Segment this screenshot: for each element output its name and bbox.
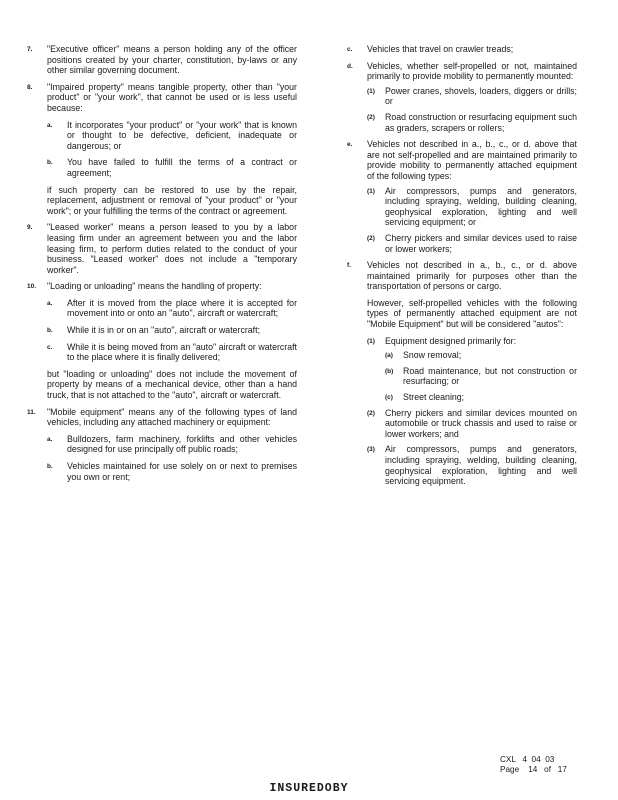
clause-number: (1) <box>367 187 375 195</box>
subitem-b <box>47 461 297 482</box>
clause-text: Air compressors, pumps and generators, including spraying, welding, building cleaning, geophysical exploration, lighting and well servicing equipment. <box>385 444 577 487</box>
subitem-letter: b. <box>47 463 53 470</box>
clause-2 <box>367 408 577 440</box>
definition-10 <box>27 281 297 400</box>
subclause-text: Snow removal; <box>403 350 462 361</box>
definition-text: "Loading or unloading" means the handling of property: <box>47 281 262 292</box>
clause-text: Power cranes, shovels, loaders, diggers or drills; or <box>385 85 577 107</box>
clause-number: (2) <box>367 234 375 242</box>
form-number: CXL 4 04 03 <box>500 755 555 764</box>
subitem-a <box>47 434 297 455</box>
item-number: 7. <box>27 46 33 53</box>
subitem-letter: c. <box>347 46 353 53</box>
subclause-letter: (b) <box>385 367 394 375</box>
definition-8 <box>27 82 297 217</box>
subitem-e <box>347 139 577 254</box>
subitem-text: Vehicles not described in a., b., c., or d. above maintained primarily for purposes other than the transportation of persons or cargo. <box>367 260 577 292</box>
clause-text: Cherry pickers and similar devices mounted on automobile or truck chassis and used to raise or lower workers; and <box>385 407 577 439</box>
subitem-c <box>47 342 297 363</box>
definition-7 <box>27 44 297 76</box>
clause-1 <box>367 86 577 107</box>
subitem-letter: d. <box>347 62 353 70</box>
subitem-letter: e. <box>347 141 353 149</box>
subitem-text: Vehicles, whether self-propelled or not, maintained primarily to provide mobility to permanently mounted: <box>367 60 577 82</box>
subitem-letter: b. <box>47 159 53 167</box>
clause-number: (2) <box>367 113 375 121</box>
subitem-text: Vehicles maintained for use solely on or next to premises you own or rent; <box>67 461 297 482</box>
subclause-a <box>385 350 577 361</box>
subitem-letter: a. <box>47 299 53 307</box>
subitem-text: While it is in or on an "auto", aircraft or watercraft; <box>67 325 261 336</box>
clause-2 <box>367 233 577 254</box>
item-number: 11. <box>27 408 36 416</box>
subclause-b <box>385 366 577 387</box>
clause-number: (3) <box>367 446 375 454</box>
page-footer <box>500 755 567 775</box>
subitem-text: Vehicles that travel on crawler treads; <box>367 44 514 54</box>
continuation-text: if such property can be restored to use by the repair, replacement, adjustment or removal of "your product" or "your work"; or your fulfilling the terms of the contract or agreement. <box>47 184 297 216</box>
item-number: 10. <box>27 283 37 291</box>
continuation-text: but "loading or unloading" does not include the movement of property by means of a mechanical device, other than a hand truck, that is not attached to the "auto", aircraft or watercraft. <box>47 368 297 401</box>
definition-9 <box>27 222 297 275</box>
page-number: Page 14 of 17 <box>500 765 567 774</box>
subitem-a <box>47 298 297 319</box>
subitem-text: While it is being moved from an "auto" aircraft or watercraft to the place where it is finally delivered; <box>67 341 297 363</box>
right-column <box>347 44 577 493</box>
subitem-text: It incorporates "your product" or "your work" that is known or thought to be defective, deficient, inadequate or dangerous; or <box>67 119 297 151</box>
subitem-text: Vehicles not described in a., b., c., or d. above that are not self-propelled and are maintained primarily to provide mobility to permanently attached equipment of the following types: <box>367 139 577 181</box>
definition-text: "Impaired property" means tangible property, other than "your product" or "your work", that cannot be used or is less useful because: <box>47 81 297 113</box>
clause-text: Equipment designed primarily for: <box>385 335 517 346</box>
clause-1 <box>367 336 577 403</box>
subitem-text: Bulldozers, farm machinery, forklifts and other vehicles designed for use principally off public roads; <box>67 433 297 455</box>
clause-number: (2) <box>367 409 375 417</box>
subclause-letter: (a) <box>385 352 393 360</box>
clause-3 <box>367 444 577 486</box>
subitem-f <box>347 260 577 487</box>
subitem-letter: f. <box>347 262 351 270</box>
clause-text: Cherry pickers and similar devices used to raise or lower workers; <box>385 232 577 254</box>
clause-number: (1) <box>367 87 375 95</box>
subitem-text: You have failed to fulfill the terms of a contract or agreement; <box>67 157 297 178</box>
subitem-b <box>47 157 297 178</box>
subitem-a <box>47 120 297 152</box>
subclause-text: Road maintenance, but not construction or resurfacing; or <box>403 365 577 387</box>
definition-text: "Mobile equipment" means any of the following types of land vehicles, including any attached machinery or equipment: <box>47 406 297 428</box>
definition-11 <box>27 407 297 483</box>
item-number: 9. <box>27 224 33 232</box>
subclause-c <box>385 392 577 403</box>
clause-text: Air compressors, pumps and generators, including spraying, welding, building cleaning, geophysical exploration, lighting and well servicing equipment; or <box>385 185 577 228</box>
subitem-b <box>47 325 297 336</box>
subclause-text: Street cleaning; <box>403 392 465 403</box>
subitem-text: After it is moved from the place where it is accepted for movement into or onto an "auto", aircraft or watercraft; <box>67 297 297 319</box>
definition-text: "Executive officer" means a person holding any of the officer positions created by your charter, constitution, by-laws or any other similar governing document. <box>47 44 297 76</box>
subitem-letter: a. <box>47 121 53 129</box>
subclause-letter: (c) <box>385 394 393 402</box>
clause-text: Road construction or resurfacing equipment such as graders, scrapers or rollers; <box>385 111 577 133</box>
brand-watermark: INSUREDOBY <box>269 782 349 795</box>
continuation-text: However, self-propelled vehicles with the following types of permanently attached equipment are not "Mobile Equipment" but will be considered "autos": <box>367 297 577 330</box>
definition-text: "Leased worker" means a person leased to you by a labor leasing firm under an agreement between you and the labor leasing firm, to perform duties related to the conduct of your business. "Leased worker" does not include a "temporary worker". <box>47 222 297 275</box>
subitem-c <box>347 44 577 55</box>
left-column <box>27 44 297 488</box>
subitem-d <box>347 61 577 134</box>
subitem-letter: c. <box>47 343 53 351</box>
subitem-letter: a. <box>47 435 53 443</box>
clause-2 <box>367 112 577 133</box>
clause-number: (1) <box>367 337 375 345</box>
item-number: 8. <box>27 83 33 91</box>
subitem-letter: b. <box>47 327 53 335</box>
clause-1 <box>367 186 577 228</box>
